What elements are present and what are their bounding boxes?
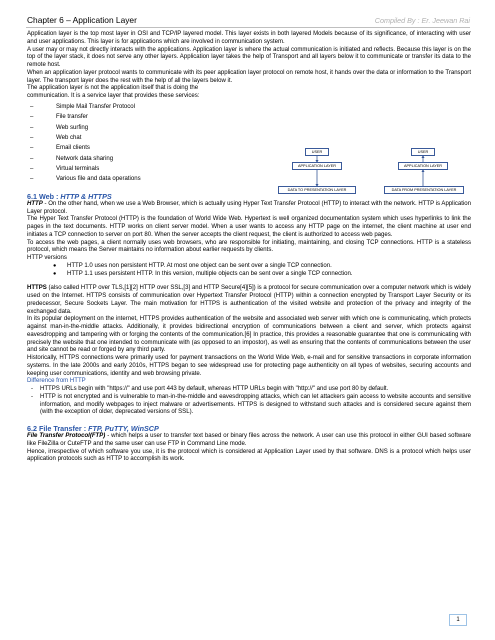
difference-list: [31, 386, 471, 417]
dash-bullet-icon: –: [30, 114, 34, 121]
service-label: Various file and data operations: [56, 176, 141, 183]
ftp-paragraph-1: [27, 433, 471, 449]
list-item: [27, 133, 471, 143]
https-paragraph-2: In its popular deployment on the internet, HTTPS provides authentication of the website and associated web server with which one is communicating, which protects against man-in-the-middle attacks. Additionally, it provides bidirectional encryption of communications between a client and server, which protects against eavesdropping and tampering with or forging the contents of the communication.[6] In practice, this provides a reasonable guarantee that one is communicating with precisely the website that one intended to communicate with (as opposed to an impostor), as well as ensuring that the contents of communications between the user and site cannot be read or forged by any third party.: [27, 316, 471, 354]
difference-heading: Difference from HTTP: [27, 378, 86, 385]
ftp-term: File Transfer Protocol(FTP): [27, 433, 106, 440]
section-heading-topics: FTP, PuTTY, WinSCP: [88, 424, 159, 434]
http-term: HTTP: [27, 200, 43, 207]
http-paragraph-3: To access the web pages, a client normally uses web browsers, who are responsible for initiating, maintaining, and closing TCP connections. HTTP is a stateless protocol, which means the Server maintains no information about earlier requests by clients.: [27, 239, 471, 254]
dash-bullet-icon: –: [30, 176, 34, 183]
http-versions-list: [53, 263, 471, 279]
service-label: Virtual terminals: [56, 166, 100, 173]
dash-bullet-icon: –: [30, 155, 34, 162]
page-number: 1: [449, 614, 467, 626]
difference-text: HTTPS URLs begin with "https://" and use port 443 by default, whereas HTTP URLs begin with "http://" and use port 80 by default.: [40, 386, 389, 393]
user-box-left: USER: [305, 148, 329, 156]
section-heading-file-transfer: [27, 424, 471, 433]
intro-paragraph-4b: communication. It is a service layer that provides these services:: [27, 93, 200, 99]
application-layer-box-right: APPLICATION LAYER: [398, 162, 448, 170]
section-heading-topics: HTTP & HTTPS: [60, 191, 112, 201]
https-text: (also called HTTP over TLS,[1][2] HTTP over SSL,[3] and HTTP Secure[4][5]) is a protocol for secure communication over a computer network which is widely used on the Internet. HTTPS consists of communication over Hypertext Transfer Protocol (HTTP) within a connection encrypted by Transport Layer Security or its predecessor, Secure Sockets Layer. The main motivation for HTTPS is authentication of the visited website and protection of the privacy and integrity of the exchanged data.: [27, 285, 471, 315]
service-label: File transfer: [56, 114, 88, 121]
data-from-presentation-box: DATA FROM PRESENTATION LAYER: [384, 186, 464, 194]
http-versions-label: HTTP versions: [27, 255, 67, 262]
intro-paragraph-1: Application layer is the top most layer in OSI and TCP/IP layered model. This layer exists in both layered Models because of its significance, of interacting with user and user applications. This layer is for applications which are involved in communication system.: [27, 31, 471, 45]
dash-bullet-icon: -: [31, 386, 34, 393]
data-to-presentation-box: DATA TO PRESENTATION LAYER: [278, 186, 356, 194]
service-label: Simple Mail Transfer Protocol: [56, 103, 135, 110]
http-paragraph-2: The Hyper Text Transfer Protocol (HTTP) is the foundation of World Wide Web. Hypertext is well organized documentation system which uses hyperlinks to link the pages in the text documents. HTTP works on client server model. When a user wants to access any HTTP page on the internet, the client machine at user end initiates a TCP connection to server on port 80. When the server accepts the client request, the client is authorized to access web pages.: [27, 216, 471, 238]
chapter-title: Chapter 6 – Application Layer: [27, 15, 137, 25]
intro-paragraph-4a: The application layer is not the application itself that is doing the: [27, 85, 199, 92]
list-item: [31, 386, 471, 394]
list-item: ● HTTP 1.1 uses persistent HTTP. In this version, multiple objects can be sent over a single TCP connection.: [53, 271, 471, 279]
list-item: ● HTTP 1.0 uses non persistent HTTP. At most one object can be sent over a single TCP connection.: [53, 263, 471, 271]
section-heading-text: 6.2 File Transfer :: [27, 424, 89, 434]
list-item: [27, 112, 471, 122]
list-item: [31, 394, 471, 417]
service-label: Web chat: [56, 134, 82, 141]
dash-bullet-icon: –: [30, 166, 34, 173]
https-paragraph-3: Historically, HTTPS connections were primarily used for payment transactions on the World Wide Web, e-mail and for sensitive transactions in corporate information systems. In the late 2000s and early 2010s, HTTPS began to see widespread use for protecting page authenticity on all types of websites, securing accounts and keeping user communications, identity and web browsing private.: [27, 355, 471, 377]
application-layer-box-left: APPLICATION LAYER: [292, 162, 342, 170]
intro-paragraph-3: When an application layer protocol wants to communicate with its peer application layer protocol on remote host, it hands over the data or information to the Transport layer. The transport layer does the rest with the help of all the layers below it.: [27, 69, 471, 84]
dash-bullet-icon: –: [30, 134, 34, 141]
http-text: - On the other hand, when we use a Web Browser, which is actually using Hyper Text Transfer Protocol (HTTP) to interact with the network. HTTP is Application Layer protocol.: [27, 200, 471, 215]
service-label: Email clients: [56, 145, 90, 152]
dash-bullet-icon: –: [30, 124, 34, 131]
document-body: [27, 31, 471, 464]
application-layer-diagram: [272, 145, 488, 201]
user-box-right: USER: [411, 148, 435, 156]
intro-paragraph-2: A user may or may not directly interacts with the applications. Application layer is where the actual communication is initiated and reflects. Because this layer is on the top of the layer stack, it does not serve any other layers. Application layer takes the help of Transport and all layers below it to communicate or transfer its data to the remote host.: [27, 46, 471, 68]
section-heading-text: 6.1 Web :: [27, 191, 61, 201]
difference-text: HTTP is not encrypted and is vulnerable to man-in-the-middle and eavesdropping attacks, which can let attackers gain access to website accounts and sensitive information, and modify webpages to inject malware or advertisements. HTTPS is designed to withstand such attacks and is considered secure against them (with the exception of older, deprecated versions of SSL).: [40, 393, 471, 416]
dash-bullet-icon: –: [30, 103, 34, 110]
ftp-paragraph-2: Hence, irrespective of which software you use, it is the protocol which is considered at Application Layer used by that software. DNS is a protocol which helps user application protocols such as HTTP to accomplish its work.: [27, 448, 471, 463]
dash-bullet-icon: -: [31, 393, 34, 400]
ftp-text: - which helps a user to transfer text based or binary files across the network. A user can use this protocol in either GUI based software like FileZilla or CuteFTP and the same user can use FTP in Command Line mode.: [27, 433, 471, 447]
list-item: [27, 102, 471, 112]
https-paragraph-1: [27, 285, 471, 316]
dash-bullet-icon: –: [30, 145, 34, 152]
list-item: [27, 123, 471, 133]
compiled-by: Compiled By : Er. Jeewan Rai: [374, 16, 470, 25]
service-label: Web surfing: [56, 124, 89, 131]
service-label: Network data sharing: [56, 155, 114, 162]
page-header: [26, 14, 470, 28]
https-term: HTTPS: [27, 285, 47, 292]
http-paragraph-1: [27, 201, 471, 217]
